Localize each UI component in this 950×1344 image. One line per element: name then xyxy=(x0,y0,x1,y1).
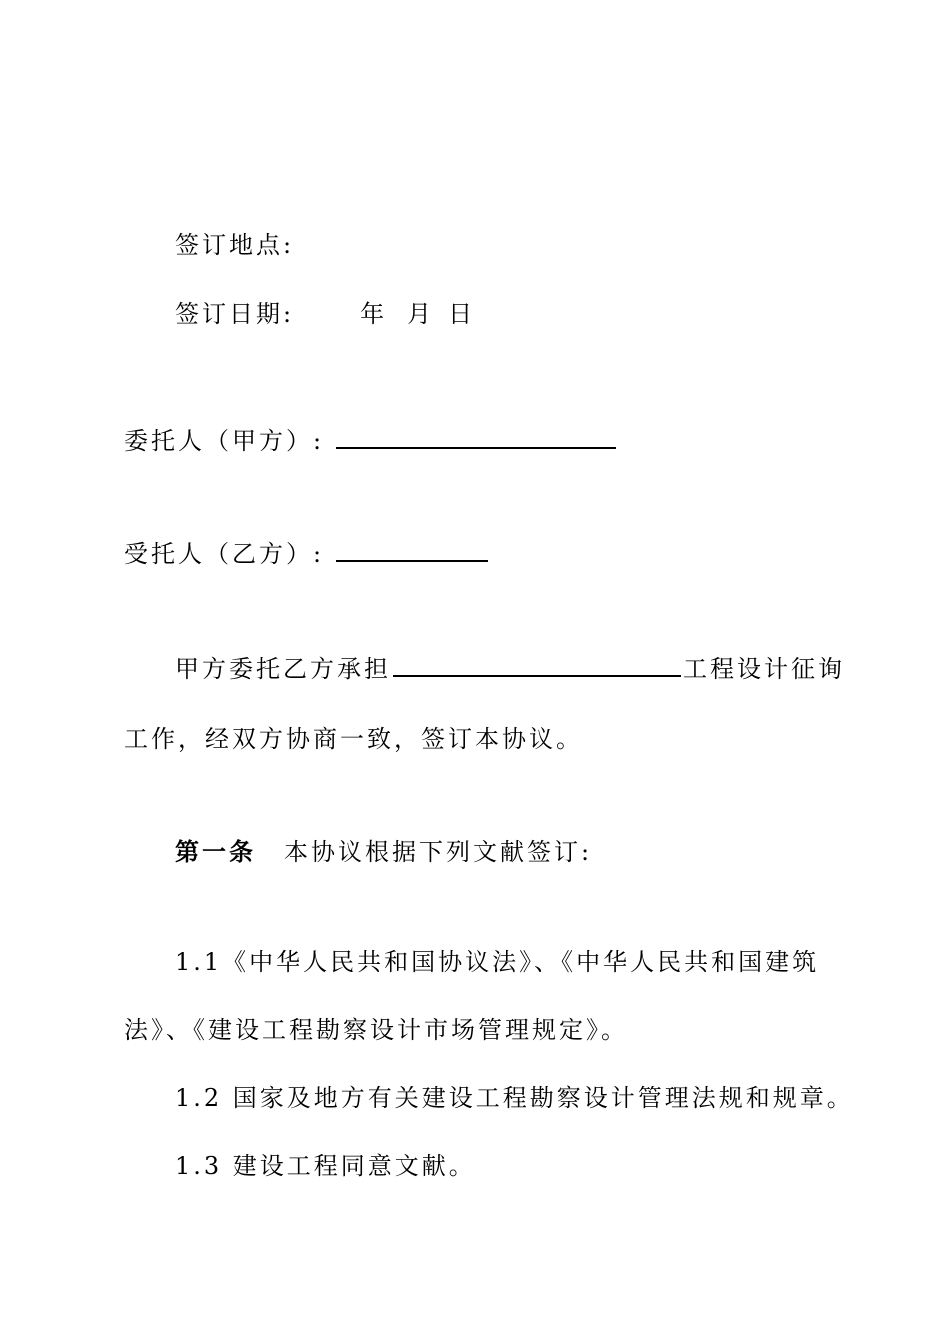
item-1-3-text: 1.3 建设工程同意文献。 xyxy=(175,1152,476,1180)
contractor-label: 受托人（乙方）: xyxy=(124,540,325,568)
sign-date-line xyxy=(175,297,475,331)
item-1-3-line xyxy=(175,1149,476,1183)
item-1-2-line xyxy=(175,1081,854,1115)
intro-part2: 工程设计征询 xyxy=(683,655,845,683)
contractor-name-blank[interactable] xyxy=(336,538,488,562)
article1-line xyxy=(175,835,592,869)
sign-date-label: 签订日期: xyxy=(175,300,295,328)
item-1-1-line-1 xyxy=(175,945,819,979)
date-month: 月 xyxy=(407,300,435,328)
intro-line-2 xyxy=(124,722,583,756)
client-name-blank[interactable] xyxy=(336,425,616,449)
item-1-1-text-b: 法》、《建设工程勘察设计市场管理规定》。 xyxy=(124,1016,628,1044)
article1-text: 本协议根据下列文献签订: xyxy=(284,838,593,866)
date-day: 日 xyxy=(448,300,476,328)
date-year: 年 xyxy=(360,300,388,328)
intro-line2: 工作，经双方协商一致，签订本协议。 xyxy=(124,725,583,753)
client-label: 委托人（甲方）: xyxy=(124,427,325,455)
client-line xyxy=(124,424,618,458)
item-1-1-line-2 xyxy=(124,1013,628,1047)
sign-place-label: 签订地点: xyxy=(175,231,295,259)
project-name-blank[interactable] xyxy=(393,653,681,677)
intro-part1: 甲方委托乙方承担 xyxy=(175,655,391,683)
intro-line-1 xyxy=(175,652,845,686)
sign-place-line xyxy=(175,228,294,262)
contractor-line xyxy=(124,537,490,571)
item-1-1-text-a: 1.1《中华人民共和国协议法》、《中华人民共和国建筑 xyxy=(175,948,820,976)
item-1-2-text: 1.2 国家及地方有关建设工程勘察设计管理法规和规章。 xyxy=(175,1084,854,1112)
article1-title: 第一条 xyxy=(175,837,256,866)
